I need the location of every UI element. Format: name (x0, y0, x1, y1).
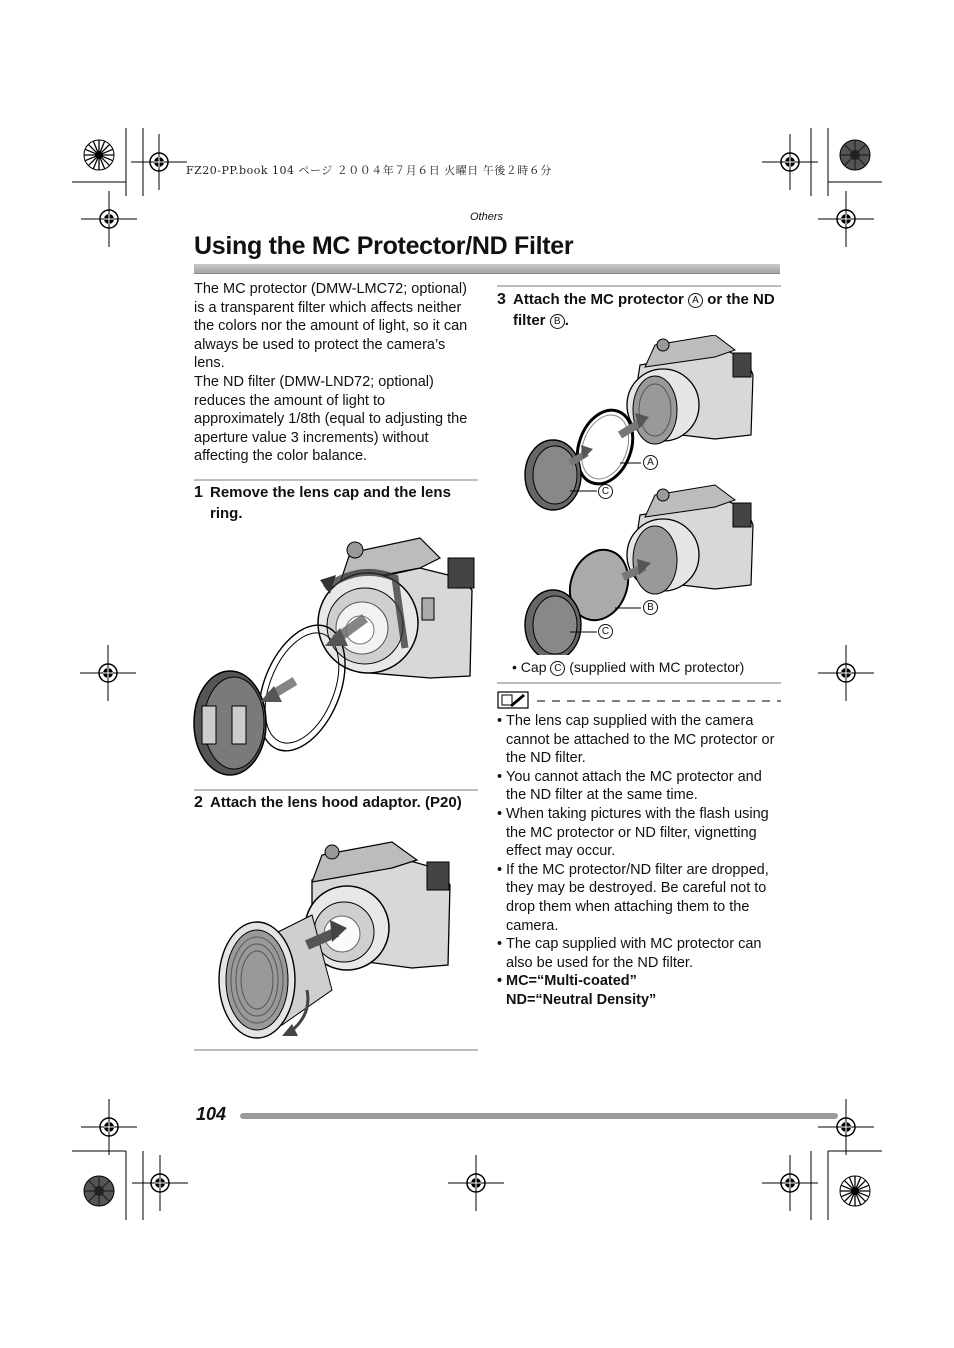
note-header (497, 691, 783, 711)
cap-note (512, 658, 782, 677)
title-underline-rule (194, 273, 780, 274)
step-text-part: . (564, 311, 569, 329)
step-3 (497, 290, 781, 331)
note-text: When taking pictures with the flash using the MC protector or ND filter, vignetting effect may occur. (506, 805, 769, 860)
section-label: Others (470, 211, 504, 223)
step-text (497, 290, 781, 331)
camera-attach-hood-adaptor-illustration (212, 840, 462, 1040)
marker-a: A (688, 293, 703, 308)
note-item: • The lens cap supplied with the camera cannot be attached to the MC protector or the ND filter. (497, 713, 775, 767)
print-header: FZ20-PP.book 104 ページ ２００４年７月６日 火曜日 午後２時６分 (186, 164, 552, 177)
marker-b: B (550, 314, 565, 329)
note-item: • When taking pictures with the flash using the MC protector or ND filter, vignetting effect may occur. (497, 805, 769, 860)
step-number: 3 (497, 291, 506, 308)
definition-nd: ND=“Neutral Density” (506, 991, 657, 1008)
note-item: • The cap supplied with MC protector can also be used for the ND filter. (497, 936, 762, 971)
marker-c-label: C (598, 484, 613, 499)
notes-list (497, 712, 781, 1010)
camera-remove-lens-ring-illustration (190, 528, 480, 780)
step-2 (194, 793, 478, 814)
note-text: The cap supplied with MC protector can also be used for the ND filter. (506, 936, 762, 971)
step-text: Remove the lens cap and the lens ring. (210, 484, 451, 522)
note-item: • You cannot attach the MC protector and the ND filter at the same time. (497, 768, 762, 804)
intro-text (194, 280, 478, 466)
definition-mc: MC=“Multi-coated” (506, 973, 637, 990)
footer-bar (240, 1113, 838, 1119)
bullet: • (512, 659, 517, 675)
step-divider (497, 285, 781, 287)
marker-c: C (550, 661, 565, 676)
definitions: • MC=“Multi-coated” ND=“Neutral Density” (497, 972, 781, 1009)
page-number: 104 (196, 1104, 227, 1124)
title-underline-bar (194, 264, 780, 273)
note-text: The lens cap supplied with the camera cannot be attached to the MC protector or the ND filter. (506, 713, 775, 767)
page-title: Using the MC Protector/ND Filter (194, 232, 574, 260)
cap-note-text: (supplied with MC protector) (569, 659, 745, 675)
intro-paragraph-mc: The MC protector (DMW-LMC72; optional) is a transparent filter which affects neither the colors nor the amount of light, so it can always be used to protect the camera’s lens. (194, 281, 468, 372)
note-text: You cannot attach the MC protector and the ND filter at the same time. (506, 768, 762, 804)
note-item: • If the MC protector/ND filter are dropped, they may be destroyed. Be careful not to drop them when attaching them to the camera. (497, 861, 769, 934)
step-divider (194, 789, 478, 791)
step-text: Attach the lens hood adaptor. (P20) (210, 794, 462, 811)
step-text-part: Attach the MC protector (513, 291, 684, 308)
marker-a-label: A (643, 455, 658, 470)
step-number: 1 (194, 484, 203, 501)
intro-paragraph-nd: The ND filter (DMW-LND72; optional) reduces the amount of light to approximately 1/8th (equal to adjusting the aperture value 3 increments) without affecting the color balance. (194, 373, 468, 465)
note-icon (498, 692, 528, 708)
step-divider (194, 479, 478, 481)
marker-c-label: C (598, 624, 613, 639)
step-number: 2 (194, 794, 203, 811)
step-1 (194, 483, 478, 524)
note-text: If the MC protector/ND filter are dropped, they may be destroyed. Be careful not to drop them when attaching them to the camera. (506, 861, 769, 934)
cap-note-text: Cap (520, 659, 547, 675)
notes-divider (497, 682, 781, 684)
marker-b-label: B (643, 600, 658, 615)
step-text-part: or the ND filter (513, 291, 775, 329)
column-bottom-rule (194, 1049, 478, 1051)
